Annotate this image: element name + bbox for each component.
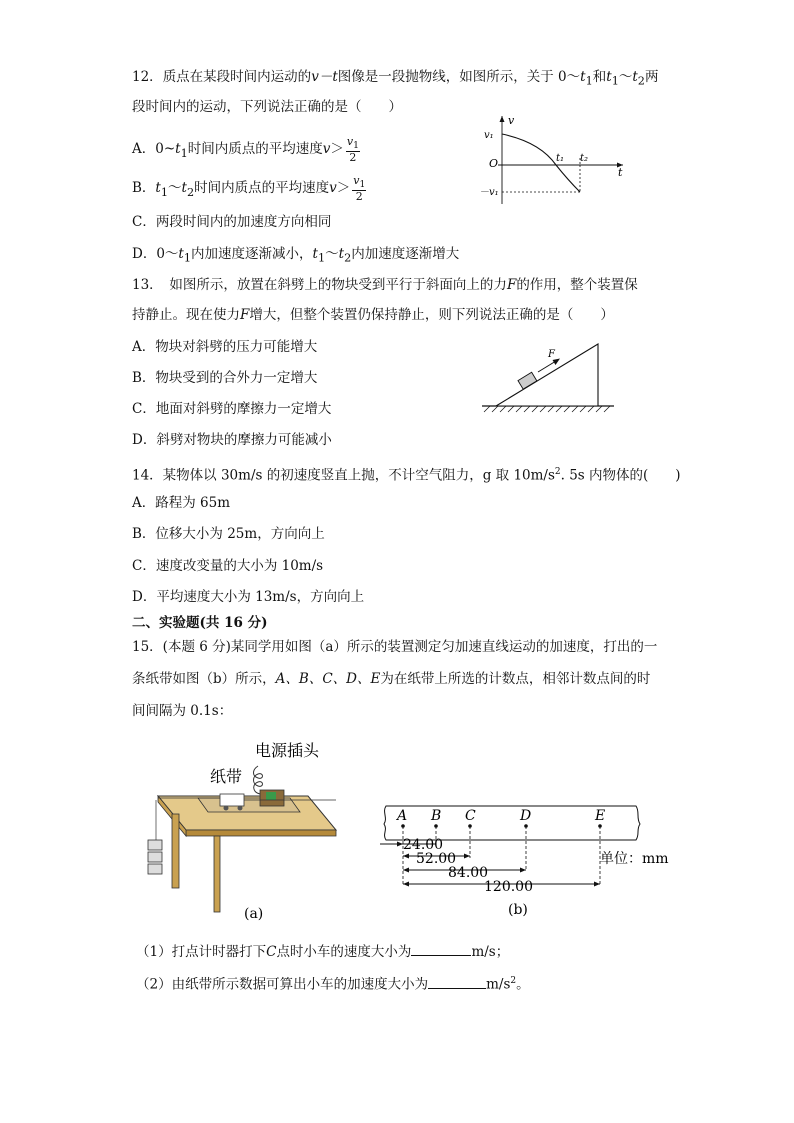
cart-wheel: [224, 806, 229, 811]
q12-sub: 2: [344, 251, 352, 265]
parabola-curve: [502, 134, 580, 192]
q12-opt-a-label: A．0~: [132, 141, 176, 158]
q12-tilde: ～: [325, 246, 339, 262]
q12-stem-text: 质点在某段时间内运动的: [162, 69, 312, 85]
q12-opt-d-text: 内加速度逐渐减小，: [191, 246, 313, 262]
q13-stem-text-b: 的作用，整个装置保: [516, 277, 638, 293]
q15-stem-text: 条纸带如图（b）所示，: [132, 671, 276, 687]
q13-f: F: [240, 307, 250, 323]
q12-t2: t: [632, 69, 638, 85]
q12-opt-b-label: B．: [132, 180, 156, 197]
q15-letters: A、B、C、D、E: [275, 671, 381, 687]
label-v1: v₁: [484, 130, 494, 141]
cart: [220, 794, 244, 806]
q13-option-d: D．斜劈对物块的摩擦力可能减小: [132, 432, 332, 448]
label-neg-v1: －v₁: [479, 187, 499, 198]
q12-stem-text-d: ～: [618, 69, 633, 85]
q13-f: F: [506, 277, 517, 293]
dim-ad-arrowhead-right: [520, 868, 526, 873]
figure-a-caption: (a): [244, 906, 264, 922]
force-f-label: F: [548, 349, 555, 360]
label-t2: t₂: [580, 153, 589, 164]
timer-display: [266, 792, 276, 800]
hanging-weight: [148, 852, 162, 862]
tape-point-a-label: A: [397, 808, 408, 824]
hanging-weight: [148, 864, 162, 874]
dim-ad-value: 84.00: [448, 865, 489, 881]
q12-opt-b-text: 时间内质点的平均速度: [194, 180, 330, 197]
figure-b-caption: (b): [508, 902, 528, 918]
q15-stem-line1: 15．(本题 6 分)某同学用如图（a）所示的装置测定匀加速直线运动的加速度，打出的一: [132, 639, 658, 655]
wedge: [496, 344, 598, 406]
q15-sub2-unit: m/s: [486, 976, 511, 993]
tape-point-c-label: C: [465, 808, 476, 824]
section-title: 二、实验题(共 16 分): [132, 615, 268, 631]
q15-figure-a: [140, 736, 370, 926]
q12-option-d: [132, 245, 459, 268]
q12-option-c: C．两段时间内的加速度方向相同: [132, 214, 332, 230]
q12-t1: t: [580, 69, 586, 85]
q15-sub1: [136, 942, 509, 961]
q15-sub2-end: 。: [516, 976, 530, 993]
q15-sub2-answer-blank[interactable]: [428, 975, 486, 989]
dim-ac-arrowhead-left: [403, 854, 409, 859]
frac-den: 2: [355, 190, 363, 204]
q12-fraction: [352, 175, 366, 202]
q12-stem-line2: 段时间内的运动，下列说法正确的是（ ）: [132, 99, 402, 115]
q12-option-a: [132, 136, 360, 163]
ground-hatch: [484, 406, 610, 412]
label-t1: t₁: [556, 153, 565, 164]
q12-v: v: [329, 180, 337, 197]
q12-t1: t: [312, 246, 318, 262]
q13-stem-text-c: 持静止。现在使力: [132, 307, 240, 323]
q15-sub1-text-b: 点时小车的速度大小为: [276, 944, 412, 960]
q14-stem: [132, 463, 681, 485]
q14-option-c: C．速度改变量的大小为 10m/s: [132, 558, 324, 574]
q13-stem-line2: [132, 306, 614, 324]
q14-sup: 2: [554, 467, 561, 477]
q15-sub1-c: C: [266, 944, 277, 960]
q12-tilde: ～: [168, 180, 182, 197]
force-f-arrow-line: [538, 361, 556, 372]
q12-v: v: [322, 141, 331, 158]
q12-sub: 1: [611, 74, 619, 88]
label-v: v: [508, 114, 515, 127]
q12-t1: t: [155, 180, 161, 197]
q12-opt-d-text-b: 内加速度逐渐增大: [351, 246, 460, 262]
q12-sub: 1: [359, 179, 366, 191]
q15-stem-line3: 间间隔为 0.1s：: [132, 703, 233, 719]
q13-incline-figure: [478, 340, 628, 414]
q12-sub: 1: [353, 140, 359, 152]
q15-stem-text-b: 为在纸带上所选的计数点，相邻计数点间的时: [380, 671, 651, 687]
q14-stem-text-b: . 5s 内物体的( ): [560, 467, 681, 484]
q12-sub: 1: [317, 251, 326, 265]
paper-tape-label: 纸带: [210, 767, 243, 786]
q14-option-b: B．位移大小为 25m，方向向上: [132, 526, 325, 542]
q12-gt: ＞: [330, 141, 344, 158]
q13-stem-line1: [132, 276, 638, 294]
table-leg-right: [214, 836, 220, 912]
unit-label: 单位：mm: [600, 851, 669, 867]
q12-sub: 1: [183, 251, 192, 265]
q13-stem-text-d: 增大，但整个装置仍保持静止，则下列说法正确的是（ ）: [249, 307, 614, 323]
q13-option-b: B．物块受到的合外力一定增大: [132, 370, 318, 386]
q13-stem-text: 13． 如图所示，放置在斜劈上的物块受到平行于斜面向上的力: [132, 277, 507, 293]
q12-vt-graph: [478, 112, 630, 206]
dim-ab-value: 24.00: [403, 837, 444, 853]
q12-stem-text-e: 两: [644, 69, 659, 85]
q12-fraction: [346, 136, 360, 163]
power-plug-label: 电源插头: [255, 741, 320, 760]
q12-sub: 2: [637, 74, 645, 88]
q15-sub1-text: （1）打点计时器打下: [136, 944, 267, 960]
frac-num: v: [353, 174, 360, 187]
q12-t1: t: [175, 141, 181, 158]
q12-sub: 1: [160, 185, 169, 199]
q15-figure-b: [378, 800, 690, 924]
dim-ac-value: 52.00: [416, 851, 457, 867]
q13-option-a: A．物块对斜劈的压力可能增大: [132, 339, 318, 355]
dim-ae-value: 120.00: [484, 879, 533, 895]
q13-option-c: C．地面对斜劈的摩擦力一定增大: [132, 401, 332, 417]
q15-sub1-unit: m/s；: [471, 944, 510, 960]
q12-sub: 1: [180, 146, 188, 160]
q12-t1-b: t: [606, 69, 612, 85]
hanging-weight: [148, 840, 162, 850]
frac-den: 2: [349, 151, 357, 165]
q15-stem-line2: [132, 670, 650, 688]
q14-stem-text: 14．某物体以 30m/s 的初速度竖直上抛，不计空气阻力，g 取 10m/s: [132, 467, 555, 484]
q14-option-d: D．平均速度大小为 13m/s，方向向上: [132, 589, 365, 605]
q12-vt-label: v－t: [311, 69, 338, 85]
q12-opt-d-label: D．0～: [132, 246, 179, 262]
label-origin: O: [489, 157, 499, 170]
table-leg-left: [172, 814, 179, 888]
cart-wheel: [238, 806, 243, 811]
q12-gt: ＞: [336, 180, 351, 197]
tape-point-d-label: D: [520, 808, 532, 824]
q12-opt-a-text: 时间内质点的平均速度: [187, 141, 323, 158]
q15-sub2-text: （2）由纸带所示数据可算出小车的加速度大小为: [136, 976, 429, 993]
q12-t2: t: [338, 246, 345, 262]
q12-stem-text-b: 图像是一段抛物线，如图所示，关于 0～: [337, 69, 581, 85]
tape-point-b-label: B: [431, 808, 442, 824]
q14-option-a: A．路程为 65m: [132, 495, 231, 511]
dim-ac-arrowhead-right: [464, 854, 470, 859]
label-t: t: [618, 166, 623, 179]
dim-ad-arrowhead-left: [403, 868, 409, 873]
q15-sub2-sup: 2: [510, 976, 517, 986]
table-edge: [186, 830, 336, 836]
tape-point-e-label: E: [595, 808, 606, 824]
q12-t1: t: [178, 246, 184, 262]
dim-ae-arrowhead-left: [403, 882, 409, 887]
q12-option-b: [132, 175, 366, 202]
v-axis-arrow: [500, 116, 505, 122]
q12-number: 12．: [132, 69, 163, 85]
q12-t2: t: [181, 180, 187, 197]
q12-sub: 2: [186, 185, 195, 199]
dim-ae-arrowhead-right: [594, 882, 600, 887]
q15-sub2: [136, 972, 530, 994]
q15-sub1-answer-blank[interactable]: [411, 942, 471, 956]
q12-stem-text-c: 和: [592, 69, 607, 85]
frac-num: v: [346, 135, 354, 148]
q12-stem-line1: [132, 68, 658, 91]
q12-sub: 1: [585, 74, 593, 88]
